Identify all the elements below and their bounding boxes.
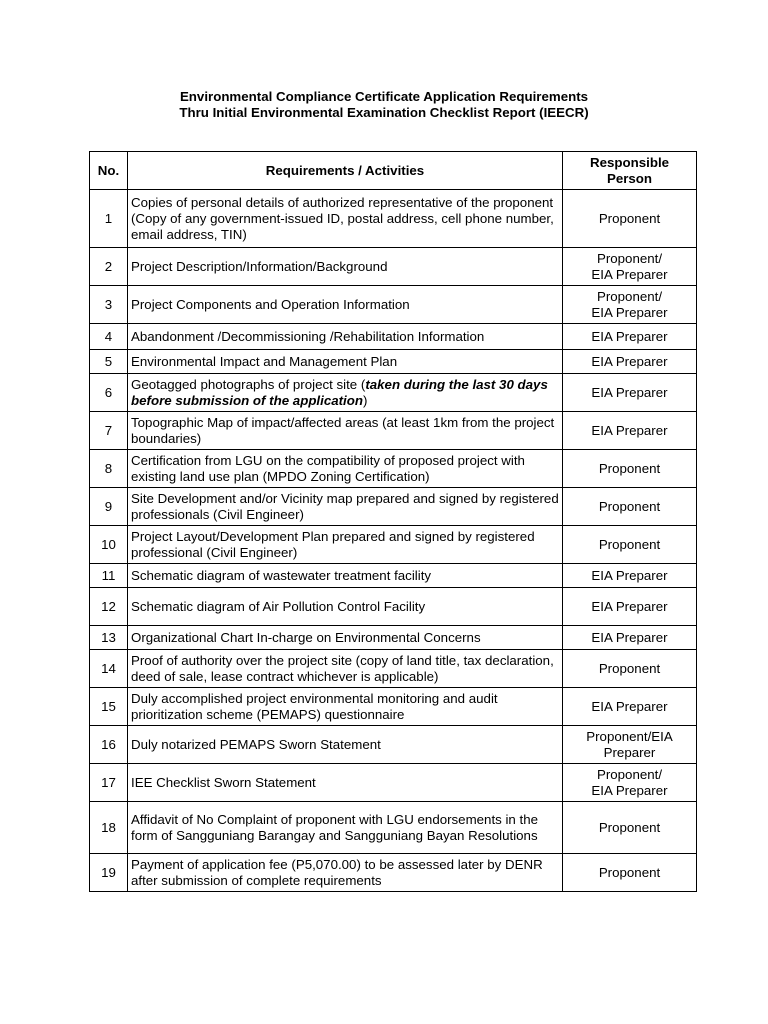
table-header-row	[90, 152, 697, 190]
responsible-person: EIA Preparer	[591, 328, 668, 344]
responsible-person: EIA Preparer	[591, 422, 668, 438]
row-responsible	[563, 286, 697, 324]
row-requirement: Site Development and/or Vicinity map prepared and signed by registered professionals (Civil Engineer)	[128, 488, 563, 526]
row-responsible	[563, 350, 697, 374]
header-requirements: Requirements / Activities	[128, 152, 563, 190]
row-requirement: Certification from LGU on the compatibility of proposed project with existing land use plan (MPDO Zoning Certification)	[128, 450, 563, 488]
responsible-person: Proponent/	[596, 288, 663, 304]
document-title-line2: Thru Initial Environmental Examination Checklist Report (IEECR)	[179, 105, 589, 120]
responsible-person: Proponent	[598, 819, 661, 835]
row-number: 19	[90, 854, 128, 892]
responsible-person: Proponent/	[596, 250, 663, 266]
table-row	[90, 526, 697, 564]
requirements-table	[89, 151, 697, 892]
row-requirement: Environmental Impact and Management Plan	[128, 350, 563, 374]
responsible-person: Proponent	[598, 498, 661, 514]
row-requirement: Organizational Chart In-charge on Environmental Concerns	[128, 626, 563, 650]
row-requirement: Duly accomplished project environmental monitoring and audit prioritization scheme (PEMAPS) questionnaire	[128, 688, 563, 726]
row-requirement	[128, 374, 563, 412]
row-number: 6	[90, 374, 128, 412]
responsible-person: EIA Preparer	[591, 567, 668, 583]
row-requirement: Project Components and Operation Information	[128, 286, 563, 324]
row-number: 12	[90, 588, 128, 626]
row-number: 5	[90, 350, 128, 374]
row-responsible	[563, 324, 697, 350]
row-requirement: Topographic Map of impact/affected areas (at least 1km from the project boundaries)	[128, 412, 563, 450]
table-row	[90, 488, 697, 526]
table-row	[90, 450, 697, 488]
row-number: 17	[90, 764, 128, 802]
row-number: 4	[90, 324, 128, 350]
row-number: 15	[90, 688, 128, 726]
responsible-person: EIA Preparer	[591, 629, 668, 645]
row-responsible	[563, 726, 697, 764]
row-responsible	[563, 650, 697, 688]
table-row	[90, 764, 697, 802]
row-number: 14	[90, 650, 128, 688]
row-responsible	[563, 588, 697, 626]
row-responsible	[563, 248, 697, 286]
table-row	[90, 726, 697, 764]
row-requirement: Abandonment /Decommissioning /Rehabilitation Information	[128, 324, 563, 350]
row-number: 3	[90, 286, 128, 324]
row-responsible	[563, 450, 697, 488]
header-responsible	[563, 152, 697, 190]
table-row	[90, 564, 697, 588]
table-row	[90, 374, 697, 412]
row-requirement: Project Description/Information/Background	[128, 248, 563, 286]
row-responsible	[563, 854, 697, 892]
row-responsible	[563, 764, 697, 802]
requirement-emphasis: taken during the last 30 days before submission of the application	[131, 376, 548, 408]
row-requirement: Copies of personal details of authorized representative of the proponent (Copy of any government-issued ID, postal address, cell phone number, email address, TIN)	[128, 190, 563, 248]
row-responsible	[563, 488, 697, 526]
responsible-person: EIA Preparer	[591, 598, 668, 614]
table-row	[90, 588, 697, 626]
table-row	[90, 286, 697, 324]
table-row	[90, 190, 697, 248]
row-requirement: Schematic diagram of wastewater treatment facility	[128, 564, 563, 588]
table-row	[90, 802, 697, 854]
responsible-person: Proponent	[598, 460, 661, 476]
table-row	[90, 854, 697, 892]
row-requirement: Proof of authority over the project site (copy of land title, tax declaration, deed of sale, lease contract whichever is applicable)	[128, 650, 563, 688]
responsible-person: EIA Preparer	[591, 698, 668, 714]
row-requirement: Affidavit of No Complaint of proponent with LGU endorsements in the form of Sangguniang Barangay and Sangguniang Bayan Resolutions	[128, 802, 563, 854]
row-requirement: Schematic diagram of Air Pollution Control Facility	[128, 588, 563, 626]
row-requirement: Project Layout/Development Plan prepared and signed by registered professional (Civil Engineer)	[128, 526, 563, 564]
row-responsible	[563, 564, 697, 588]
header-no: No.	[90, 152, 128, 190]
table-row	[90, 688, 697, 726]
responsible-person: EIA Preparer	[591, 353, 668, 369]
row-number: 11	[90, 564, 128, 588]
header-responsible-line2: Person	[606, 170, 653, 186]
responsible-person: EIA Preparer	[591, 266, 668, 282]
table-row	[90, 650, 697, 688]
row-responsible	[563, 190, 697, 248]
row-responsible	[563, 626, 697, 650]
row-number: 7	[90, 412, 128, 450]
row-number: 13	[90, 626, 128, 650]
table-body	[90, 190, 697, 892]
row-number: 10	[90, 526, 128, 564]
responsible-person: Preparer	[603, 744, 656, 760]
table-row	[90, 324, 697, 350]
row-number: 16	[90, 726, 128, 764]
requirement-text: Geotagged photographs of project site (	[131, 376, 366, 392]
row-requirement: IEE Checklist Sworn Statement	[128, 764, 563, 802]
responsible-person: Proponent	[598, 864, 661, 880]
document-title-line1: Environmental Compliance Certificate Application Requirements	[179, 89, 589, 104]
responsible-person: EIA Preparer	[591, 782, 668, 798]
row-requirement: Payment of application fee (P5,070.00) to be assessed later by DENR after submission of complete requirements	[128, 854, 563, 892]
table-row	[90, 350, 697, 374]
row-responsible	[563, 802, 697, 854]
row-responsible	[563, 412, 697, 450]
row-responsible	[563, 688, 697, 726]
responsible-person: Proponent	[598, 536, 661, 552]
table-row	[90, 248, 697, 286]
responsible-person: Proponent	[598, 210, 661, 226]
row-number: 8	[90, 450, 128, 488]
table-row	[90, 412, 697, 450]
row-number: 18	[90, 802, 128, 854]
row-number: 1	[90, 190, 128, 248]
row-responsible	[563, 374, 697, 412]
responsible-person: Proponent/	[596, 766, 663, 782]
responsible-person: EIA Preparer	[591, 304, 668, 320]
responsible-person: Proponent/EIA	[586, 728, 673, 744]
header-responsible-line1: Responsible	[589, 154, 670, 170]
responsible-person: Proponent	[598, 660, 661, 676]
row-number: 9	[90, 488, 128, 526]
requirement-text-end: )	[362, 392, 368, 408]
row-responsible	[563, 526, 697, 564]
responsible-person: EIA Preparer	[591, 384, 668, 400]
row-number: 2	[90, 248, 128, 286]
row-requirement: Duly notarized PEMAPS Sworn Statement	[128, 726, 563, 764]
table-row	[90, 626, 697, 650]
